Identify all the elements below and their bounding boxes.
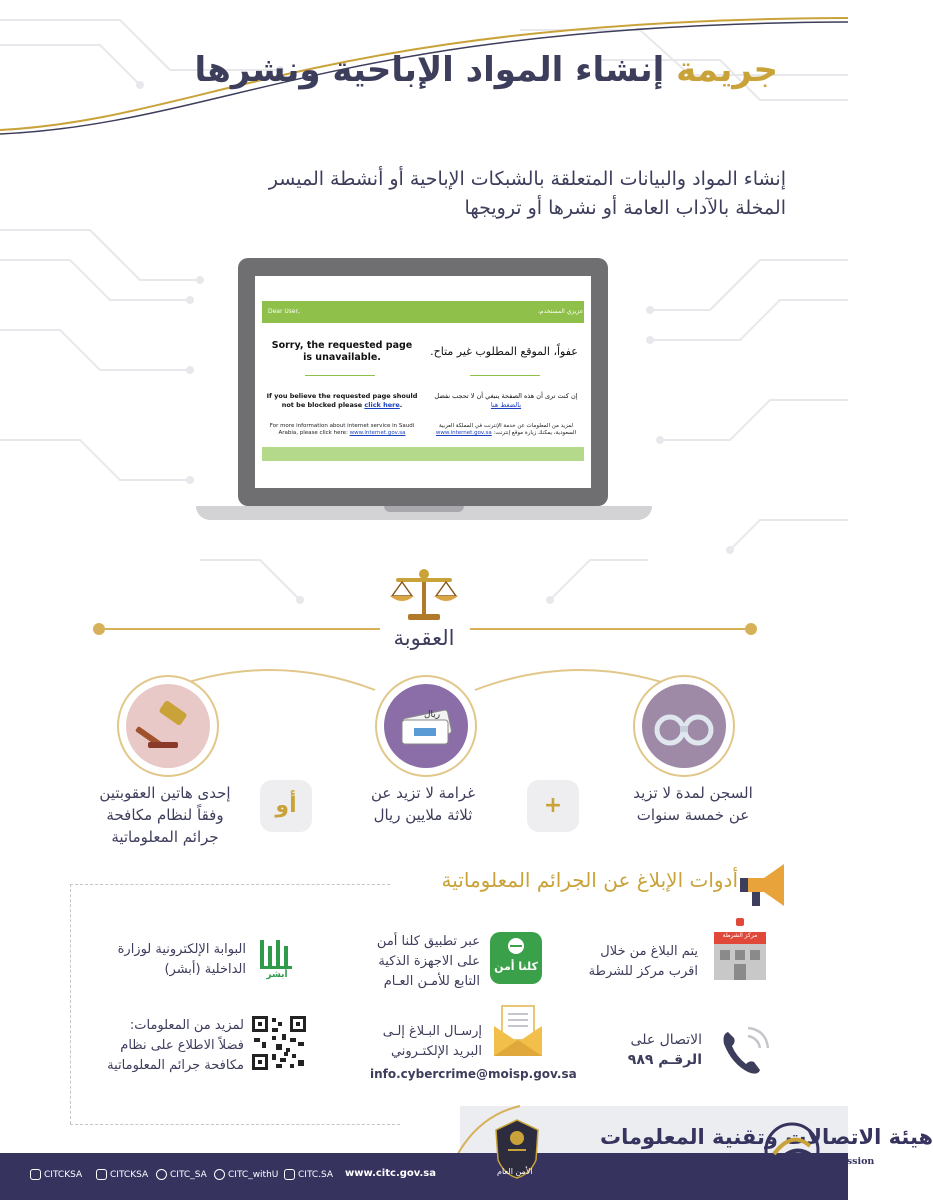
prison-text	[618, 782, 768, 826]
info-line-3: مكافحة جرائم المعلوماتية	[107, 1058, 244, 1073]
internet-link-en[interactable]: www.internet.gov.sa	[349, 430, 406, 436]
absher-icon	[254, 936, 300, 970]
social-youtube[interactable]	[96, 1169, 148, 1180]
absher-logo-text: أبشر	[266, 970, 288, 980]
megaphone-icon	[738, 858, 794, 914]
believe-ar-label: إن كنت ترى أن هذه الصفحة ينبغي أن لا تحجب نفضل	[434, 392, 578, 400]
line-end-dot-left	[92, 622, 106, 636]
believe-text-ar	[432, 392, 580, 410]
penalty-line-right	[470, 628, 750, 630]
kollona-line-3: التابع للأمـن العـام	[383, 974, 480, 989]
email-address[interactable]: info.cybercrime@moisp.gov.sa	[370, 1067, 577, 1081]
twitter-icon	[156, 1169, 167, 1180]
social-facebook-label: CITC.SA	[298, 1170, 334, 1180]
twitter-icon	[214, 1169, 225, 1180]
page-title	[195, 50, 779, 90]
public-security-label: الأمن العام	[497, 1167, 533, 1176]
blocked-page-footer-bar	[262, 447, 584, 461]
money-label: ريال	[424, 710, 441, 720]
info-line-1: لمزيد من المعلومات:	[129, 1018, 244, 1033]
citc-logo-icon	[762, 1120, 822, 1180]
police-station-icon	[710, 918, 770, 982]
either-line-2: وفقاً لنظام مكافحة	[106, 806, 224, 824]
line-end-dot-right	[744, 622, 758, 636]
police-text	[580, 942, 698, 982]
gavel-icon	[126, 684, 210, 768]
handcuffs-icon	[642, 684, 726, 768]
social-twitter-label-2: CITC_withU	[228, 1170, 279, 1180]
email-envelope-icon[interactable]	[490, 1002, 546, 1058]
absher-line-1: البوابة الإلكترونية لوزارة	[117, 942, 246, 957]
phone-icon[interactable]	[718, 1024, 768, 1080]
kollona-line-1: عبر تطبيق كلنا أمن	[376, 934, 480, 949]
info-text	[86, 1016, 244, 1076]
penalty-title: العقوبة	[393, 626, 455, 650]
believe-en-label: If you believe the requested page should not be blocked please	[266, 392, 418, 409]
fine-line-1: غرامة لا تزيد عن	[370, 784, 476, 802]
prison-line-1: السجن لمدة لا تزيد	[633, 784, 753, 802]
internet-link-ar[interactable]: www.internet.gov.sa	[435, 430, 492, 436]
phone-line-2: الرقـم ٩٨٩	[627, 1052, 702, 1068]
absher-logo[interactable]	[254, 936, 300, 984]
kollona-text	[358, 932, 480, 992]
social-twitter-withu[interactable]	[214, 1169, 278, 1180]
scales-icon	[388, 566, 460, 626]
more-info-ar-label: لمزيد من المعلومات عن خدمة الإنترنت في المملكة العربية السعودية، يمكنك زيارة موقع إنترنت:	[438, 423, 577, 436]
either-line-3: جرائم المعلوماتية	[111, 828, 219, 846]
separator-en	[305, 375, 375, 376]
dashed-line-left	[70, 884, 71, 1124]
social-twitter-label-1: CITC_SA	[170, 1170, 207, 1180]
money-icon	[384, 684, 468, 768]
subtitle-line-1: إنشاء المواد والبيانات المتعلقة بالشبكات الإباحية أو أنشطة الميسر	[268, 168, 786, 190]
social-instagram[interactable]	[30, 1169, 82, 1180]
separator-ar	[470, 375, 540, 376]
or-badge: أو	[260, 780, 312, 832]
more-info-en-label: For more information about internet service in Saudi Arabia, please click here:	[269, 423, 415, 436]
citc-website-link[interactable]: www.citc.gov.sa	[345, 1168, 436, 1179]
laptop-notch	[384, 506, 464, 512]
click-here-link-ar[interactable]: بالضغط هنا	[490, 401, 522, 409]
facebook-icon	[284, 1169, 295, 1180]
fine-text	[348, 782, 498, 826]
either-text	[90, 782, 240, 848]
plus-badge: +	[527, 780, 579, 832]
page-subtitle	[26, 165, 786, 223]
more-info-ar	[432, 423, 580, 437]
title-accent: جريمة	[676, 50, 778, 90]
dashed-line-bottom	[70, 1124, 400, 1125]
absher-text	[100, 940, 246, 980]
youtube-icon	[96, 1169, 107, 1180]
social-twitter-citc-sa[interactable]	[156, 1169, 207, 1180]
qr-code[interactable]	[250, 1014, 308, 1072]
police-line-1: يتم البلاغ من خلال	[600, 944, 698, 959]
info-line-2: فضلاً الاطلاع على نظام	[120, 1038, 244, 1053]
fine-circle	[375, 675, 477, 777]
citc-name-en: Communications and Information Technology Commission	[562, 1156, 875, 1167]
prison-circle	[633, 675, 735, 777]
kollona-line-2: على الاجهزة الذكية	[378, 954, 480, 969]
more-info-en	[266, 423, 418, 437]
social-youtube-label: CITCKSA	[110, 1170, 149, 1180]
social-facebook[interactable]	[284, 1169, 333, 1180]
email-line-2: البريد الإلكتـروني	[390, 1044, 482, 1059]
instagram-icon	[30, 1169, 41, 1180]
sorry-message-ar: عفواً، الموقع المطلوب غير متاح.	[430, 345, 578, 358]
reporting-title: أدوات الإبلاغ عن الجرائم المعلوماتية	[441, 868, 738, 892]
police-line-2: اقرب مركز للشرطة	[588, 964, 698, 979]
sorry-message-en: Sorry, the requested page is unavailable.	[271, 340, 413, 363]
police-sign: مركز الشرطة	[722, 932, 758, 939]
prison-line-2: عن خمسة سنوات	[636, 806, 750, 824]
title-main: إنشاء المواد الإباحية ونشرها	[194, 50, 665, 90]
email-text	[358, 1022, 482, 1062]
phone-line-1: الاتصال على	[630, 1032, 702, 1048]
social-instagram-label: CITCKSA	[44, 1170, 83, 1180]
phone-text	[592, 1030, 702, 1070]
either-line-1: إحدى هاتين العقوبتين	[99, 784, 231, 802]
greeting-ar: عزيزي المستخدم،	[538, 308, 584, 315]
emblem-icon	[490, 932, 542, 962]
absher-line-2: الداخلية (أبشر)	[164, 962, 246, 977]
dashed-line-top	[70, 884, 390, 885]
subtitle-line-2: المخلة بالآداب العامة أو نشرها أو ترويجها	[464, 197, 786, 219]
email-line-1: إرسـال البـلاغ إلـى	[382, 1024, 482, 1039]
citc-name-ar: هيئة الاتصالات وتقنية المعلومات	[600, 1125, 933, 1149]
kollona-logo-text: كلنا أمن	[494, 960, 538, 973]
fine-line-2: ثلاثة ملايين ريال	[373, 806, 473, 824]
believe-text-en: If you believe the requested page should not be blocked please click here.	[266, 392, 418, 409]
click-here-link-en[interactable]: click here	[364, 400, 400, 409]
kollona-amn-app-icon[interactable]	[490, 932, 542, 984]
penalty-line-left	[100, 628, 380, 630]
greeting-en: Dear User,	[268, 308, 300, 315]
blocked-page-header-bar	[262, 301, 584, 323]
gavel-circle	[117, 675, 219, 777]
